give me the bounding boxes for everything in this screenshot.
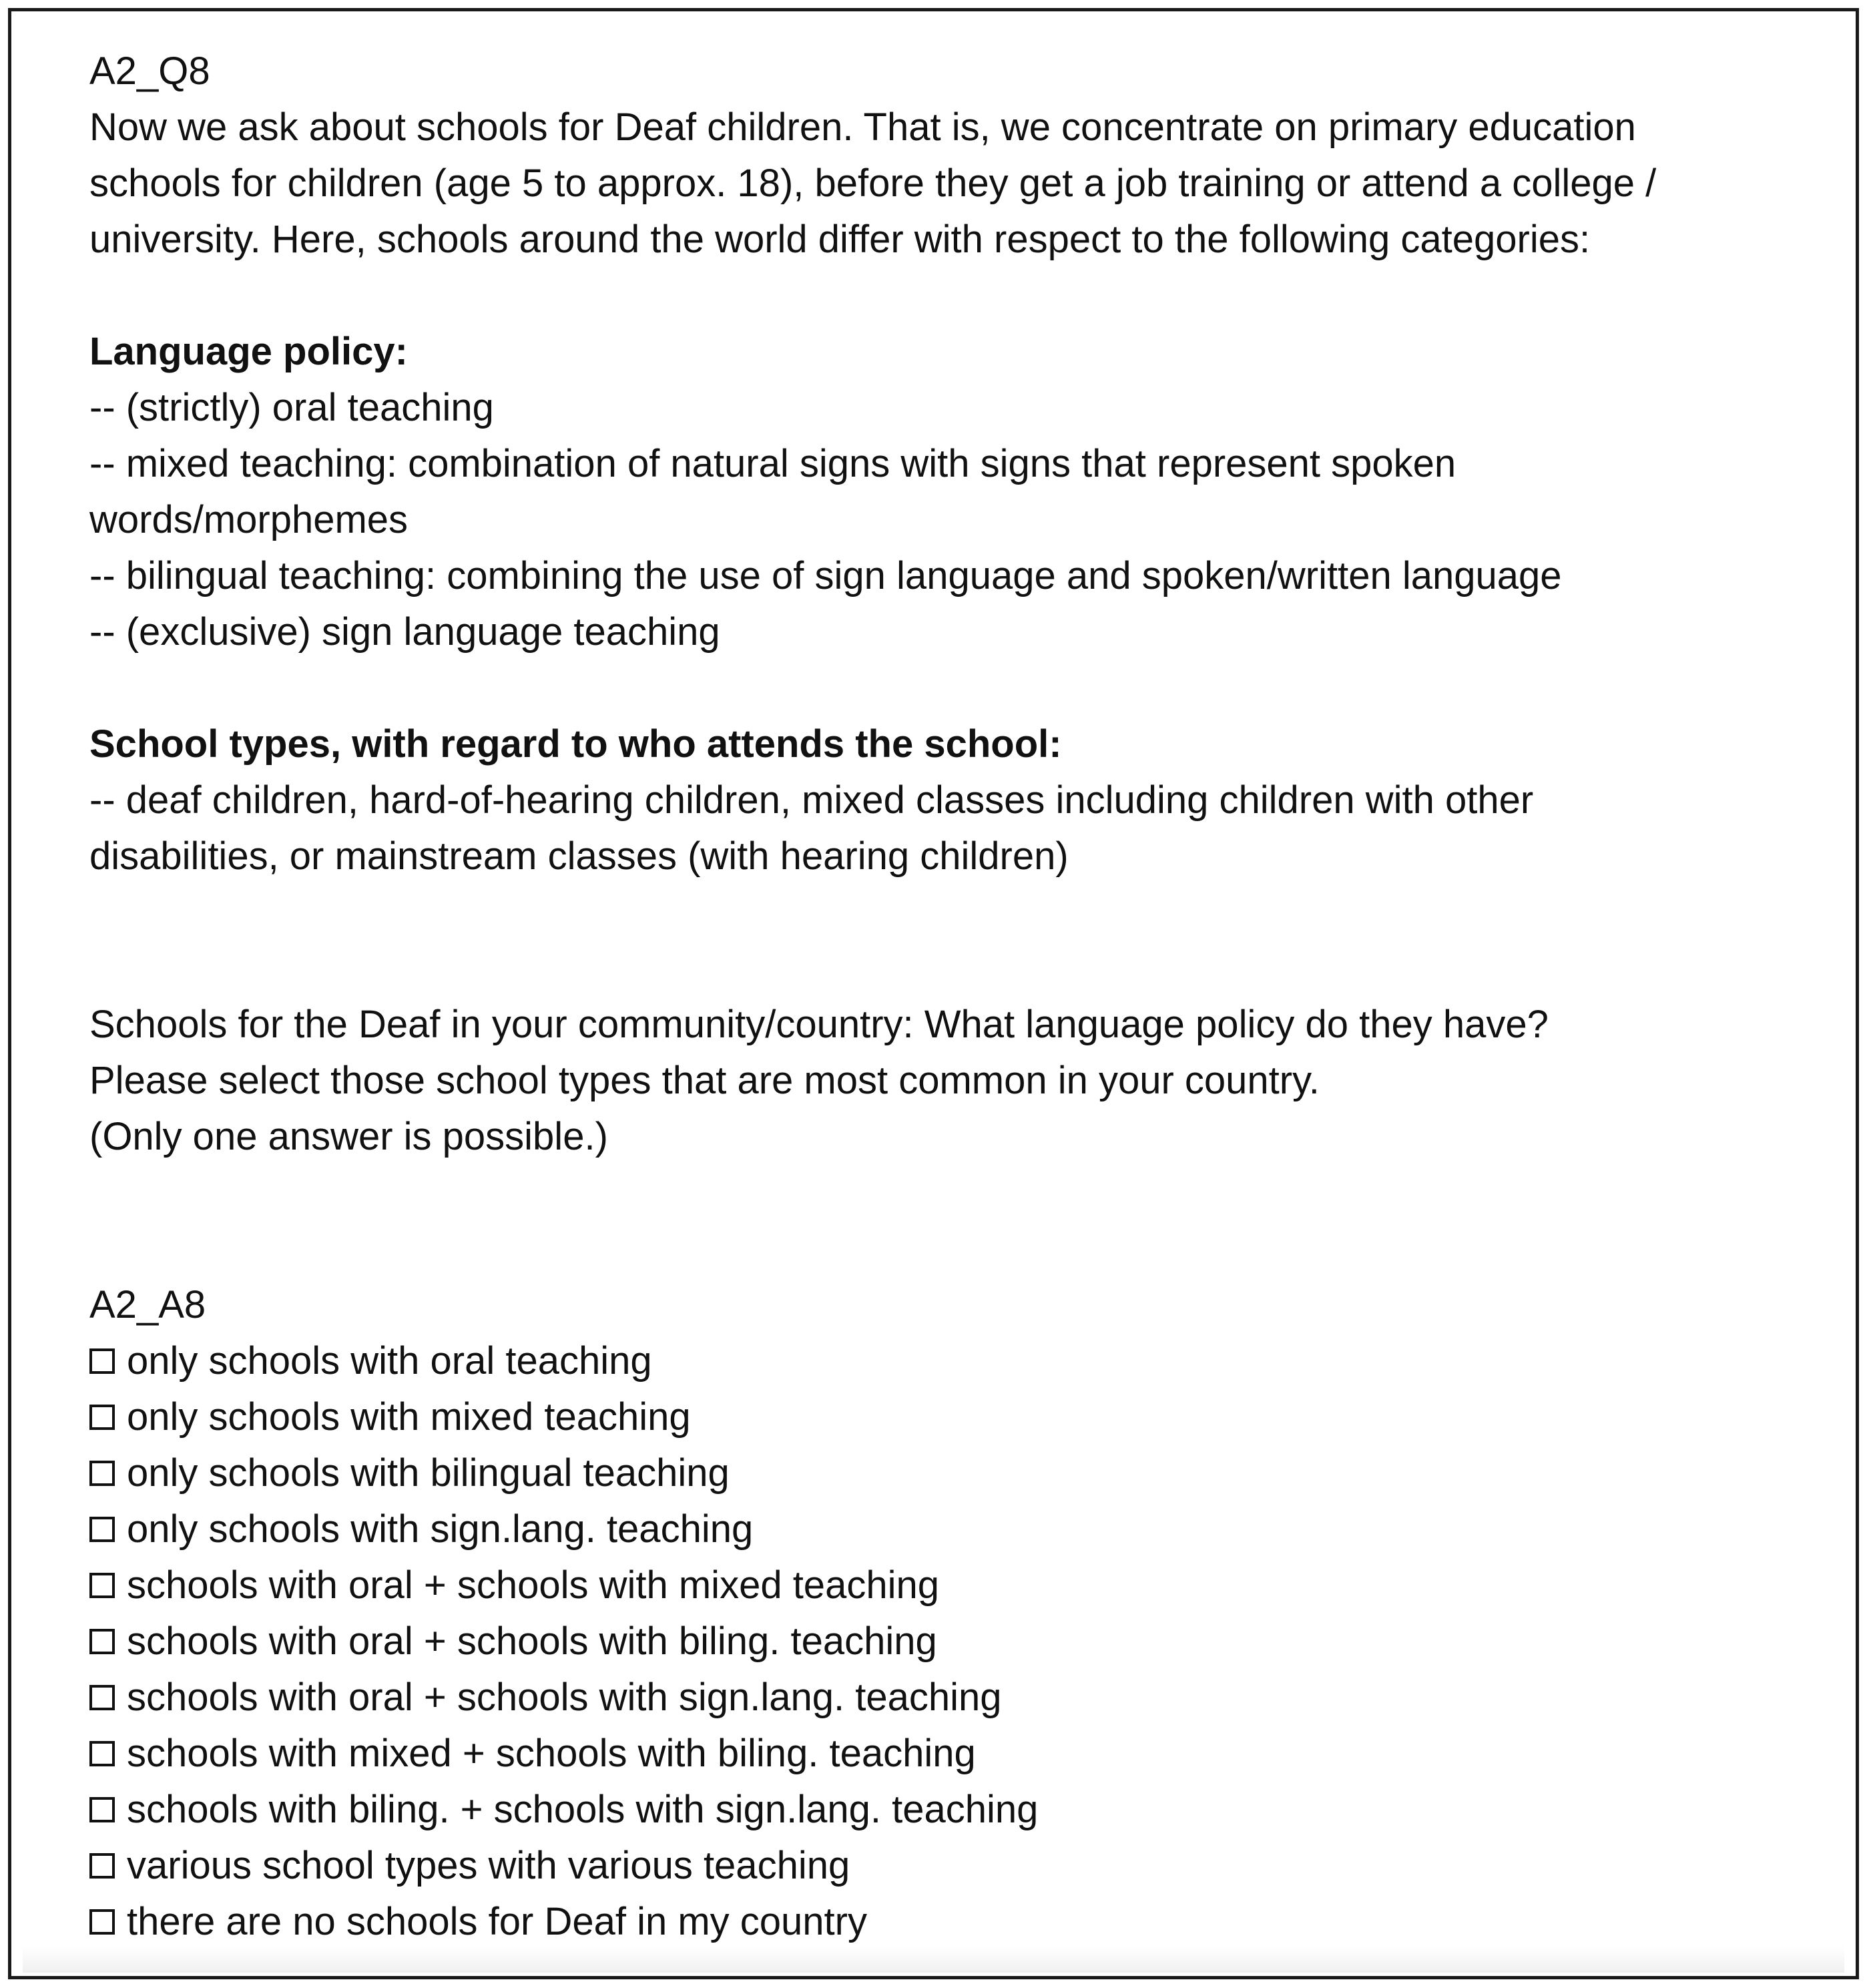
answer-option[interactable] xyxy=(89,1726,1838,1782)
answer-option-label: only schools with oral teaching xyxy=(127,1339,652,1383)
checkbox-icon[interactable] xyxy=(89,1348,115,1374)
answer-option[interactable] xyxy=(89,1838,1838,1894)
answer-option-label: only schools with mixed teaching xyxy=(127,1395,691,1439)
checkbox-icon[interactable] xyxy=(89,1797,115,1822)
language-policy-item: -- bilingual teaching: combining the use of sign language and spoken/written language xyxy=(89,554,1562,597)
answer-option[interactable] xyxy=(89,1613,1838,1670)
checkbox-icon[interactable] xyxy=(89,1461,115,1486)
question-id: A2_Q8 xyxy=(89,49,210,93)
checkbox-icon[interactable] xyxy=(89,1573,115,1598)
school-types-item: disabilities, or mainstream classes (with hearing children) xyxy=(89,834,1069,878)
answer-option[interactable] xyxy=(89,1389,1838,1445)
school-types-item: -- deaf children, hard-of-hearing children, mixed classes including children with other xyxy=(89,778,1534,822)
question-note: (Only one answer is possible.) xyxy=(89,1115,608,1158)
answer-option-label: schools with oral + schools with sign.lang. teaching xyxy=(127,1676,1002,1719)
language-policy-heading: Language policy: xyxy=(89,330,408,373)
answer-option[interactable] xyxy=(89,1333,1838,1389)
answer-option[interactable] xyxy=(89,1501,1838,1557)
answer-option-label: only schools with sign.lang. teaching xyxy=(127,1507,754,1551)
answer-option-label: there are no schools for Deaf in my country xyxy=(127,1900,867,1943)
answer-option[interactable] xyxy=(89,1670,1838,1726)
spacer xyxy=(89,268,1838,324)
checkbox-icon[interactable] xyxy=(89,1909,115,1935)
intro-line: Now we ask about schools for Deaf children. That is, we concentrate on primary education xyxy=(89,105,1636,149)
checkbox-icon[interactable] xyxy=(89,1629,115,1654)
checkbox-icon[interactable] xyxy=(89,1853,115,1879)
answer-option-label: schools with mixed + schools with biling. teaching xyxy=(127,1732,976,1775)
checkbox-icon[interactable] xyxy=(89,1741,115,1766)
spacer xyxy=(89,885,1838,997)
question-instruction: Please select those school types that are most common in your country. xyxy=(89,1059,1320,1102)
answer-option[interactable] xyxy=(89,1782,1838,1838)
language-policy-item: -- (strictly) oral teaching xyxy=(89,386,494,429)
answer-option[interactable] xyxy=(89,1445,1838,1501)
language-policy-item: -- mixed teaching: combination of natural signs with signs that represent spoken xyxy=(89,442,1456,485)
answer-option-label: schools with oral + schools with biling. teaching xyxy=(127,1620,937,1663)
answer-option[interactable] xyxy=(89,1557,1838,1613)
language-policy-item: words/morphemes xyxy=(89,498,409,541)
checkbox-icon[interactable] xyxy=(89,1405,115,1430)
intro-line: schools for children (age 5 to approx. 18), before they get a job training or attend a college / xyxy=(89,162,1657,205)
question-text: Schools for the Deaf in your community/country: What language policy do they have? xyxy=(89,1003,1549,1046)
checkbox-icon[interactable] xyxy=(89,1517,115,1542)
spacer xyxy=(89,660,1838,716)
answer-option-label: schools with oral + schools with mixed teaching xyxy=(127,1563,939,1607)
answer-option[interactable] xyxy=(89,1894,1838,1950)
questionnaire-frame xyxy=(8,8,1859,1979)
school-types-heading: School types, with regard to who attends the school: xyxy=(89,722,1062,766)
answer-option-label: schools with biling. + schools with sign.lang. teaching xyxy=(127,1788,1039,1831)
intro-line: university. Here, schools around the world differ with respect to the following categories: xyxy=(89,218,1591,261)
spacer xyxy=(89,1165,1838,1277)
answer-id: A2_A8 xyxy=(89,1283,206,1326)
checkbox-icon[interactable] xyxy=(89,1685,115,1710)
questionnaire-content xyxy=(89,43,1838,1950)
bottom-shadow xyxy=(23,1946,1844,1973)
language-policy-item: -- (exclusive) sign language teaching xyxy=(89,610,720,654)
answer-option-label: various school types with various teaching xyxy=(127,1844,850,1887)
answer-option-label: only schools with bilingual teaching xyxy=(127,1451,730,1495)
